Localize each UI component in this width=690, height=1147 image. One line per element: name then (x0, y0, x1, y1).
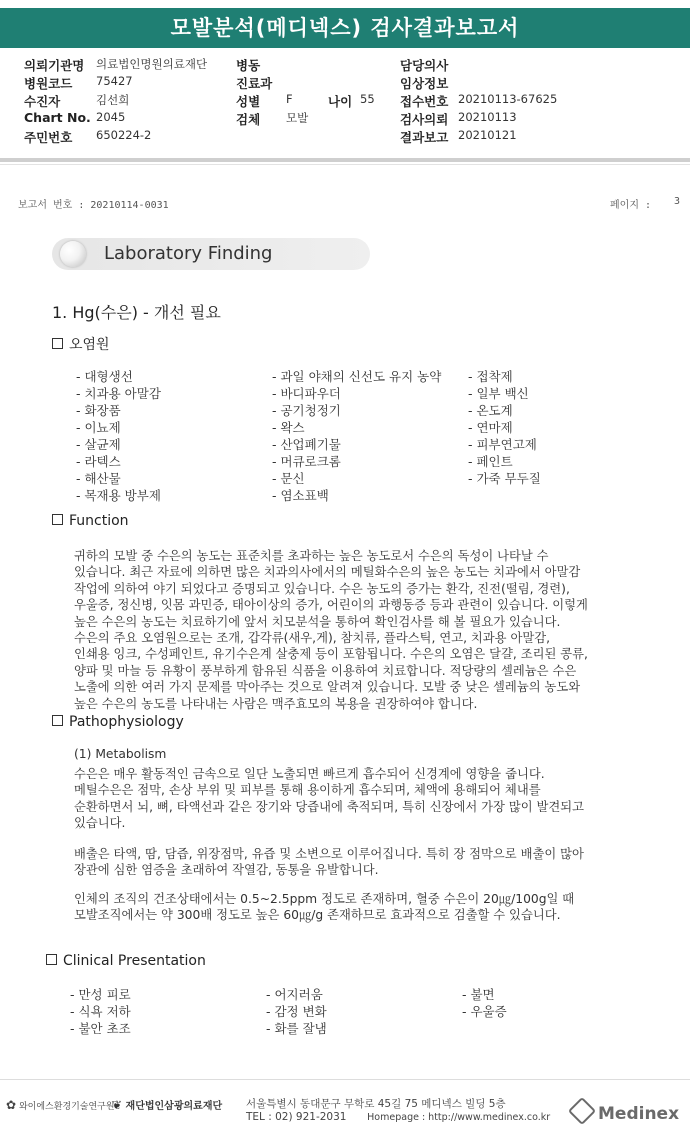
checkbox-icon (52, 514, 63, 525)
footer-tel: TEL : 02) 921-2031 (246, 1111, 347, 1123)
sources-col-3 (468, 368, 541, 487)
text-line: 수은은 매우 활동적인 금속으로 일단 노출되면 빠르게 흡수되어 신경계에 영향을 줍니다. (74, 767, 545, 781)
text-line: 우울증, 정신병, 잇몸 과민증, 태아이상의 증가, 어린이의 과행동증 등과 관련이 있습니다. 이렇게 (74, 598, 588, 613)
list-item: - 이뇨제 (76, 420, 121, 435)
checkbox-icon (46, 954, 57, 965)
age-value: 55 (360, 92, 375, 106)
checkbox-icon (52, 338, 63, 349)
medinex-logo (572, 1101, 679, 1124)
report-date-value: 20210121 (458, 128, 517, 142)
ys-lab-name: 와이에스환경기술연구원 (18, 1102, 115, 1112)
list-item: - 치과용 아말감 (76, 386, 161, 401)
text-line: 장관에 심한 염증을 초래하여 작열감, 동통을 유발합니다. (74, 863, 379, 878)
sources-col-1 (76, 368, 161, 504)
metabolism-paragraph-3 (74, 891, 654, 924)
list-item: - 산업폐기물 (272, 437, 341, 452)
clinical-col-2 (266, 986, 327, 1037)
function-heading-text: Function (69, 513, 129, 529)
footer-contact (246, 1111, 550, 1123)
specimen-label: 검체 (236, 112, 261, 127)
list-item: - 일부 백신 (468, 386, 529, 401)
list-item: - 염소표백 (272, 488, 329, 503)
page-number: 3 (674, 196, 681, 207)
ys-lab-logo (6, 1098, 115, 1112)
footer-address: 서울특별시 동대문구 무학로 45길 75 메디넥스 빌딩 5층 (246, 1098, 506, 1110)
list-item: - 화장품 (76, 403, 121, 418)
divider (0, 158, 690, 162)
request-label: 검사의뢰 (400, 112, 449, 127)
text-line: 수은의 주요 오염원으로는 조개, 갑각류(새우,게), 참치류, 플라스틱, 연고, 치과용 아말감, (74, 631, 551, 646)
sources-col-2 (272, 368, 441, 504)
text-line: 배출은 타액, 땀, 담즙, 위장점막, 유즙 및 소변으로 이루어집니다. 특히 장 점막으로 배출이 많아 (74, 847, 584, 861)
doctor-label: 담당의사 (400, 58, 449, 73)
leaf-icon: ❦ (112, 1098, 123, 1112)
receipt-label: 접수번호 (400, 94, 449, 109)
sources-heading-text: 오염원 (69, 337, 110, 353)
hospital-code-label: 병원코드 (24, 76, 73, 91)
resident-label: 주민번호 (24, 130, 73, 145)
page-label: 페이지 : (610, 200, 652, 211)
list-item: - 식욕 저하 (70, 1004, 131, 1019)
clinical-info-label: 임상정보 (400, 76, 449, 91)
institution-value: 의료법인명원의료재단 (96, 57, 208, 71)
dept-label: 진료과 (236, 76, 273, 91)
list-item: - 연마제 (468, 420, 513, 435)
list-item: - 감정 변화 (266, 1004, 327, 1019)
list-item: - 피부연고제 (468, 437, 537, 452)
medinex-diamond-icon (568, 1097, 596, 1125)
report-title: 모발분석(메디넥스) 검사결과보고서 (0, 8, 690, 48)
list-item: - 살균제 (76, 437, 121, 452)
info-row (24, 56, 684, 74)
hospital-code-value: 75427 (96, 74, 133, 88)
samkwang-name: 재단법인삼광의료재단 (125, 1101, 223, 1112)
clinical-col-3 (462, 986, 507, 1020)
institution-label: 의뢰기관명 (24, 58, 85, 73)
divider (0, 1079, 690, 1080)
report-date-label: 결과보고 (400, 130, 449, 145)
list-item: - 우울증 (462, 1004, 507, 1019)
metabolism-subheading: (1) Metabolism (74, 747, 167, 761)
checkbox-icon (52, 715, 63, 726)
info-row (24, 110, 684, 128)
info-row (24, 92, 684, 110)
text-line: 있습니다. (74, 816, 126, 831)
ward-label: 병동 (236, 58, 261, 73)
samkwang-logo (112, 1097, 222, 1112)
sources-heading (52, 334, 110, 354)
list-item: - 해산물 (76, 471, 121, 486)
sex-label: 성별 (236, 94, 261, 109)
lab-finding-title: Laboratory Finding (104, 243, 273, 264)
chart-value: 2045 (96, 110, 126, 124)
list-item: - 라텍스 (76, 454, 121, 469)
text-line: 작업에 의하여 야기 되었다고 증명되고 있습니다. 수은 농도의 증가는 환각, 진전(떨림, 경련), (74, 581, 570, 596)
patient-value: 김선희 (96, 93, 130, 107)
text-line: 순환하면서 뇌, 뼈, 타액선과 같은 장기와 당즙내에 축적되며, 특히 신장에서 가장 많이 발견되고 (74, 799, 585, 814)
medinex-brand: Medinex (598, 1104, 680, 1124)
text-line: 모발조직에서는 약 300배 정도로 높은 60㎍/g 존재하므로 효과적으로 검출할 수 있습니다. (74, 908, 561, 923)
list-item: - 페인트 (468, 454, 513, 469)
specimen-value: 모발 (286, 111, 309, 125)
list-item: - 공기청정기 (272, 403, 341, 418)
info-row (24, 128, 684, 146)
receipt-value: 20210113-67625 (458, 92, 558, 106)
text-line: 높은 수은의 농도는 치료하기에 앞서 치모분석을 통하여 확인검사를 해 볼 필요가 있습니다. (74, 614, 561, 629)
text-line: 노출에 의한 여러 가지 문제를 막아주는 것으로 알려져 있습니다. 모발 중 낮은 셀레늄의 농도와 (74, 680, 581, 695)
patho-heading-text: Pathophysiology (69, 714, 184, 730)
list-item: - 왁스 (272, 420, 305, 435)
clinical-col-1 (70, 986, 131, 1037)
list-item: - 온도계 (468, 403, 513, 418)
function-paragraph (74, 548, 654, 712)
divider (0, 164, 690, 165)
resident-value: 650224-2 (96, 128, 152, 142)
text-line: 인체의 조직의 건조상태에서는 0.5~2.5ppm 정도로 존재하며, 혈중 수은이 20㎍/100g일 때 (74, 892, 575, 906)
report-number: 보고서 번호 : 20210114-0031 (18, 200, 169, 211)
chart-label: Chart No. (24, 110, 91, 125)
text-line: 높은 수은의 농도를 나타내는 사람은 맥주효모의 복용을 권장하여야 합니다. (74, 696, 478, 711)
list-item: - 만성 피로 (70, 987, 131, 1002)
list-item: - 화를 잘냄 (266, 1021, 327, 1036)
text-line: 메틸수은은 점막, 손상 부위 및 피부를 통해 용이하게 흡수되며, 체액에 용해되어 체내를 (74, 783, 541, 798)
list-item: - 어지러움 (266, 987, 323, 1002)
list-item: - 목재용 방부제 (76, 488, 161, 503)
sex-value: F (286, 92, 293, 106)
list-item: - 대형생선 (76, 369, 133, 384)
flower-icon: ✿ (6, 1098, 17, 1112)
age-label: 나이 (328, 94, 353, 109)
sphere-icon (60, 241, 86, 267)
function-heading (52, 513, 129, 529)
text-line: 인쇄용 잉크, 수성페인트, 유기수은계 살충제 등이 포함됩니다. 수은의 오염은 달걀, 조리된 콩류, (74, 647, 588, 662)
text-line: 있습니다. 최근 자료에 의하면 많은 치과의사에서의 메틸화수은의 높은 농도는 치과에서 아말감 (74, 565, 581, 580)
list-item: - 불안 초조 (70, 1021, 131, 1036)
list-item: - 가죽 무두질 (468, 471, 541, 486)
item-heading: 1. Hg(수은) - 개선 필요 (52, 303, 221, 322)
metabolism-paragraph-2 (74, 846, 654, 879)
list-item: - 불면 (462, 987, 495, 1002)
text-line: 양파 및 마늘 등 유황이 풍부하게 함유된 식품을 이용하여 치료합니다. 적당량의 셀레늄은 수은 (74, 663, 577, 678)
footer-homepage: Homepage : http://www.medinex.co.kr (367, 1112, 551, 1123)
patient-info (24, 56, 684, 146)
clinical-heading (46, 953, 206, 969)
text-line: 귀하의 모발 중 수은의 농도는 표준치를 초과하는 높은 농도로서 수은의 독성이 나타날 수 (74, 549, 549, 563)
list-item: - 문신 (272, 471, 305, 486)
list-item: - 바디파우더 (272, 386, 341, 401)
clinical-heading-text: Clinical Presentation (63, 953, 206, 969)
list-item: - 머큐로크롬 (272, 454, 341, 469)
patho-heading (52, 714, 184, 730)
request-value: 20210113 (458, 110, 517, 124)
metabolism-paragraph-1 (74, 766, 654, 832)
patient-label: 수진자 (24, 94, 61, 109)
list-item: - 접착제 (468, 369, 513, 384)
info-row (24, 74, 684, 92)
list-item: - 과일 야채의 신선도 유지 농약 (272, 369, 442, 384)
